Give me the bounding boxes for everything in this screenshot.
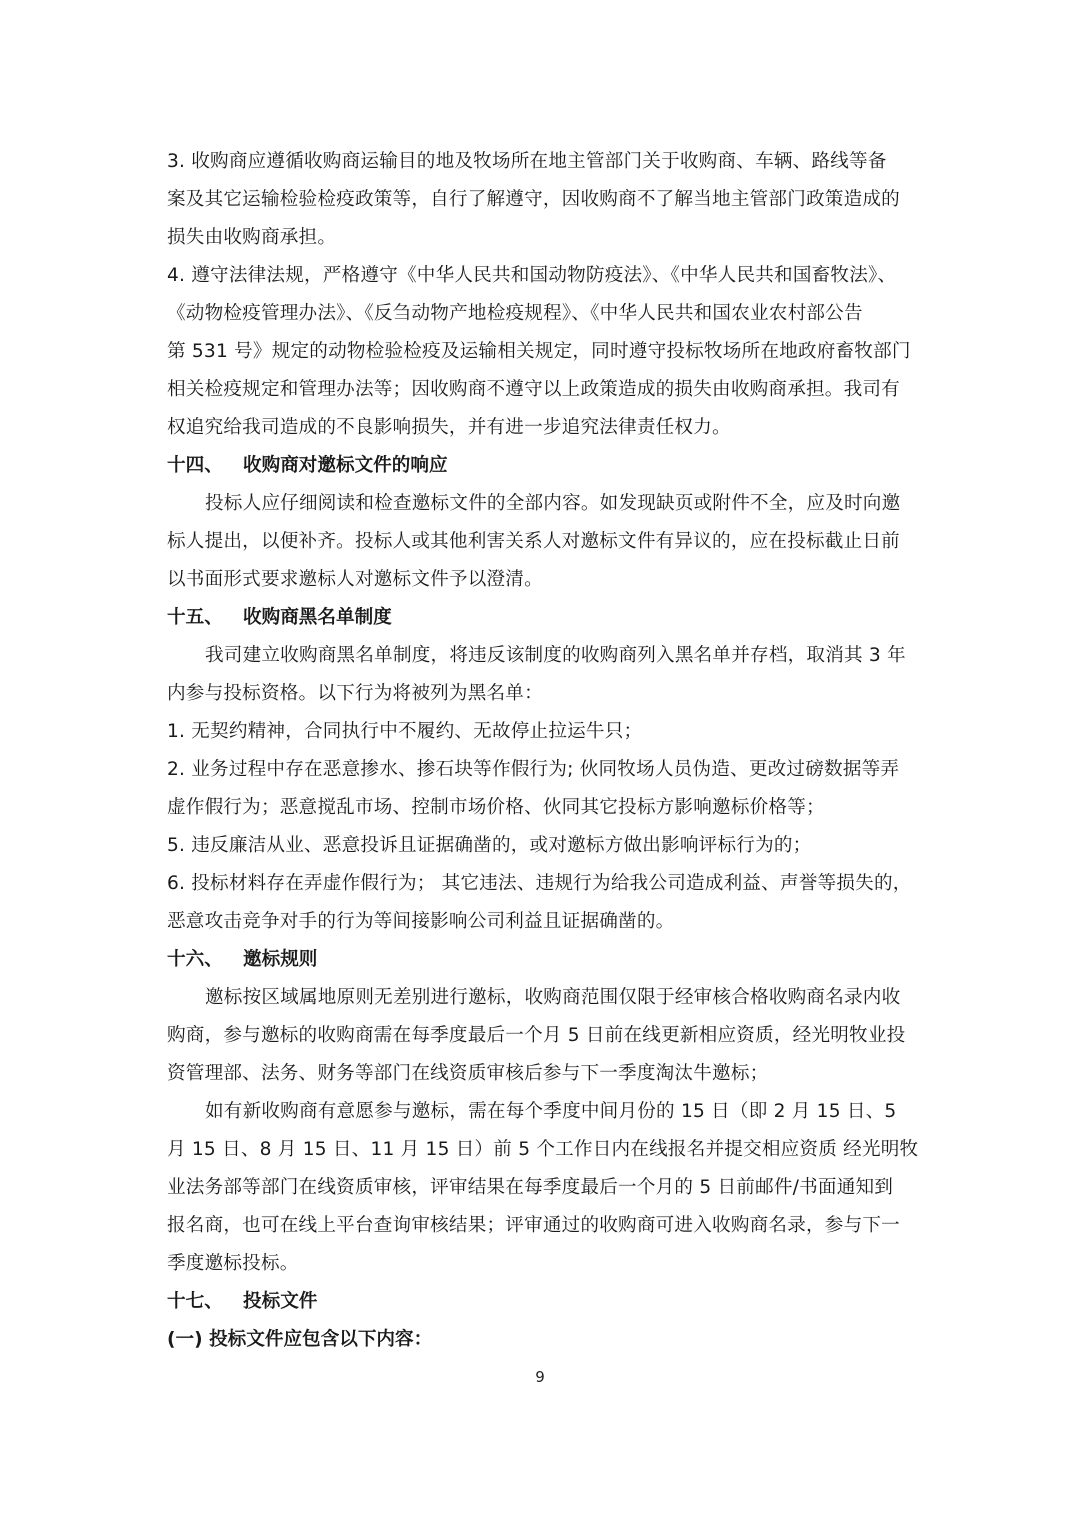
text-line: 投标人应仔细阅读和检查邀标文件的全部内容。如发现缺页或附件不全，应及时向邀 [205,493,901,514]
text-line: 购商，参与邀标的收购商需在每季度最后一个月 5 日前在线更新相应资质，经光明牧业投 [167,1025,906,1046]
list-item-2 [167,751,917,827]
paragraph-bidding-rules [167,979,917,1093]
paragraph-response [167,485,917,599]
text-line: 恶意攻击竞争对手的行为等间接影响公司利益且证据确凿的。 [167,911,675,932]
text-line: 资管理部、法务、财务等部门在线资质审核后参与下一季度淘汰牛邀标； [167,1063,769,1084]
text-line: 损失由收购商承担。 [167,227,337,248]
document-page [167,143,917,1359]
text-line: 3. 收购商应遵循收购商运输目的地及牧场所在地主管部门关于收购商、车辆、路线等备 [167,151,887,172]
text-line: 业法务部等部门在线资质审核，评审结果在每季度最后一个月的 5 日前邮件/书面通知到 [167,1177,894,1198]
subsection-heading: (一) 投标文件应包含以下内容： [167,1329,433,1350]
section-number: 十六、 [167,949,223,970]
text-line: 我司建立收购商黑名单制度，将违反该制度的收购商列入黑名单并存档，取消其 3 年 [205,645,906,666]
paragraph-item-3 [167,143,917,257]
section-title: 投标文件 [243,1291,318,1312]
section-title: 收购商对邀标文件的响应 [243,455,448,476]
section-heading-15 [167,599,917,637]
text-line: 2. 业务过程中存在恶意掺水、掺石块等作假行为; 伙同牧场人员伪造、更改过磅数据等弄 [167,759,900,780]
paragraph-new-buyers [167,1093,917,1283]
text-line: 4. 遵守法律法规，严格遵守《中华人民共和国动物防疫法》、《中华人民共和国畜牧法》、 [167,265,897,286]
section-heading-14 [167,447,917,485]
text-line: 6. 投标材料存在弄虚作假行为； 其它违法、违规行为给我公司造成利益、声誉等损失的， [167,873,912,894]
text-line: 相关检疫规定和管理办法等；因收购商不遵守以上政策造成的损失由收购商承担。我司有 [167,379,900,400]
text-line: 《动物检疫管理办法》、《反刍动物产地检疫规程》、《中华人民共和国农业农村部公告 [167,303,863,324]
paragraph-blacklist-intro [167,637,917,713]
section-title: 邀标规则 [243,949,318,970]
text-line: 5. 违反廉洁从业、恶意投诉且证据确凿的，或对邀标方做出影响评标行为的； [167,835,812,856]
text-line: 邀标按区域属地原则无差别进行邀标，收购商范围仅限于经审核合格收购商名录内收 [205,987,901,1008]
list-item-5 [167,827,917,865]
text-line: 案及其它运输检验检疫政策等，自行了解遵守，因收购商不了解当地主管部门政策造成的 [167,189,900,210]
section-heading-16 [167,941,917,979]
section-number: 十四、 [167,455,223,476]
section-heading-17 [167,1283,917,1321]
text-line: 第 531 号》规定的动物检验检疫及运输相关规定，同时遵守投标牧场所在地政府畜牧部门 [167,341,911,362]
section-title: 收购商黑名单制度 [243,607,392,628]
paragraph-item-4 [167,257,917,447]
text-line: 如有新收购商有意愿参与邀标，需在每个季度中间月份的 15 日（即 2 月 15 日、5 [205,1101,897,1122]
text-line: 标人提出，以便补齐。投标人或其他利害关系人对邀标文件有异议的，应在投标截止日前 [167,531,900,552]
text-line: 1. 无契约精神，合同执行中不履约、无故停止拉运牛只； [167,721,643,742]
section-number: 十七、 [167,1291,223,1312]
list-item-6 [167,865,917,941]
text-line: 虚作假行为；恶意搅乱市场、控制市场价格、伙同其它投标方影响邀标价格等； [167,797,825,818]
text-line: 权追究给我司造成的不良影响损失，并有进一步追究法律责任权力。 [167,417,731,438]
text-line: 报名商，也可在线上平台查询审核结果；评审通过的收购商可进入收购商名录，参与下一 [167,1215,900,1236]
page-number: 9 [535,1368,545,1386]
section-number: 十五、 [167,607,223,628]
text-line: 内参与投标资格。以下行为将被列为黑名单： [167,683,543,704]
text-line: 以书面形式要求邀标人对邀标文件予以澄清。 [167,569,543,590]
list-item-1 [167,713,917,751]
text-line: 月 15 日、8 月 15 日、11 月 15 日）前 5 个工作日内在线报名并提交相应资质 经光明牧 [167,1139,919,1160]
text-line: 季度邀标投标。 [167,1253,299,1274]
